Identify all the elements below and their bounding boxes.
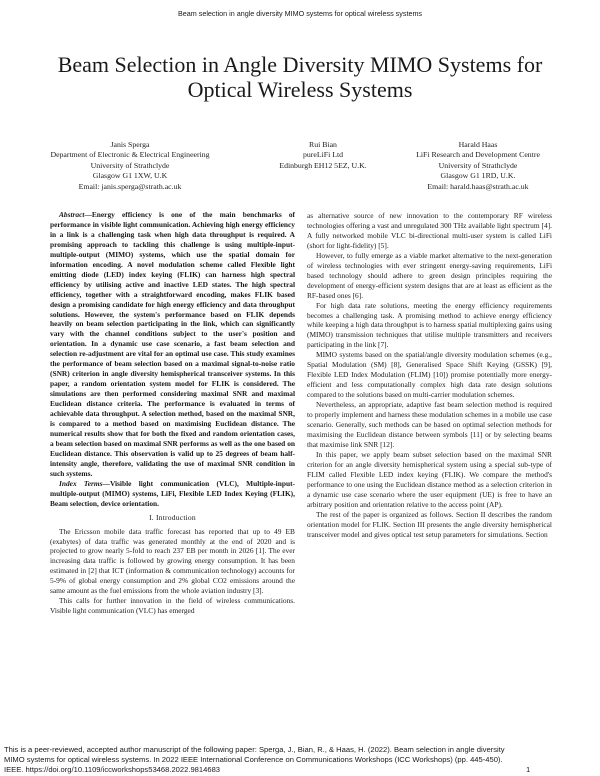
paragraph: This calls for further innovation in the field of wireless communications. Visible light communication (VLC) has emerged — [50, 596, 295, 616]
author-affiliation: LiFi Research and Development Centre — [416, 150, 540, 160]
section-heading-introduction: I. Introduction — [149, 512, 196, 522]
author-email: Email: janis.sperga@strath.ac.uk — [78, 181, 182, 191]
paragraph: as alternative source of new innovation to the contemporary RF wireless technologies offering a vast and unregulated 300 THz available light spectrum [4]. A fully networked mobile VLC bi-directional multi-user system is called LiFi (short for light-fidelity) [5]. — [307, 211, 552, 250]
author-affiliation: pureLiFi Ltd — [302, 150, 344, 160]
publication-notice: This is a peer-reviewed, accepted author manuscript of the following paper: Sperga, J., Bian, R., & Haas, H. (2022). Beam selection in angle diversity MIMO systems for optical wireless systems. In 2022 IEEE International Conference on Communications Workshops (ICC Workshops) (pp. 445-450). IEEE. https://doi.org/10.1109/iccworkshops53468.2022.9814683 — [4, 745, 505, 774]
author-name: Harald Haas — [458, 140, 498, 149]
author-address: Edinburgh EH12 5EZ, U.K. — [279, 160, 367, 170]
paragraph: However, to fully emerge as a viable market alternative to the next-generation of wireless technologies with ever stringent energy-saving requirements, LiFi based technology should adhere to green design principles requiring the development of energy-efficient system designs that are at least as efficient as the RF-based ones [6]. — [307, 250, 552, 300]
author-1 — [50, 140, 210, 192]
index-terms-label: Index Terms — [59, 478, 103, 488]
abstract-text: —Energy efficiency is one of the main benchmarks of performance in visible light communication. Achieving high energy efficiency in a link is a challenging task when high data throughput is required. A promising approach to tackling this challenge is using multiple-input-multiple-output (MIMO) systems, which use the spatial domain for information encoding. A novel modulation scheme called Flexible light emitting diode (LED) index keying (FLIK) can harness high spectral efficiency by utilising active and inactive LED states. The high spectral efficiency, together with a straightforward encoding, makes FLIK based design a promising candidate for high energy efficiency and data throughput solutions. However, the system's performance based on FLIK depends heavily on beam selection participating in the link, which can significantly vary with the channel conditions subject to the user's position and orientation. In a dynamic use case scenario, a fast beam selection and selection re-adjustment are vital for an optimal use case. This study examines the performance of beam selection based on a maximal signal-to-noise ratio (SNR) criterion in angle diversity hemispherical transceiver systems. In this paper, a random orientation system model for FLIK is considered. The simulations are then performed considering maximal SNR and maximal Euclidean distance criteria. The performance is evaluated in terms of achievable data throughput. A selection method, based on the maximal SNR, is compared to a method based on maximising Euclidean distance. The numerical results show that for both the fixed and random orientation cases, a beam selection based on maximal SNR performs as well as the one based on Euclidean distance. This observation is valid up to 25 degrees of beam half-intensity angle, therefore, validating the use of maximal SNR condition in such systems. — [50, 210, 295, 478]
abstract — [50, 210, 295, 479]
author-3 — [398, 140, 558, 192]
author-name: Rui Bian — [309, 140, 337, 149]
paper-title: Beam Selection in Angle Diversity MIMO Systems for Optical Wireless Systems — [57, 52, 543, 102]
index-terms — [50, 479, 295, 509]
author-affiliation: University of Strathclyde — [438, 160, 518, 170]
paragraph: For high data rate solutions, meeting the energy efficiency requirements becomes a challenging task. A promising method to achieve energy efficiency while keeping a high data throughput is to harness spatial multiplexing gains using (MIMO) transmission techniques that utilise multiple transmitters and receivers participating in the link [7]. — [307, 300, 552, 350]
paragraph: The rest of the paper is organized as follows. Section II describes the random orientation model for FLIK. Section III presents the angle diversity hemispherical transceiver model and gives optical test setup parameters for simulations. Section — [307, 509, 552, 539]
author-name: Janis Sperga — [110, 140, 150, 149]
paragraph: In this paper, we apply beam subset selection based on the maximal SNR criterion for an angle diversity hemispherical system using a special sub-type of FLIM called Flexible LED index keying (FLIK). We compare the method's performance to one using the Euclidean distance method as a selection criterion in a dynamic use case scenario where the user equipment (UE) is free to have an arbitrary position and orientation relative to the access point (AP). — [307, 449, 552, 509]
author-affiliation: University of Strathclyde — [90, 160, 170, 170]
author-email: Email: harald.haas@strath.ac.uk — [427, 181, 529, 191]
author-2 — [258, 140, 388, 171]
paragraph: Nevertheless, an appropriate, adaptive fast beam selection method is required to properly implement and harness these modulation schemes in a mobile use case scenario. Generally, such methods can be based on optimal selection methods for maximising the Euclidean distance between symbols [11] or by selecting beams that maximise link SNR [12]. — [307, 400, 552, 449]
abstract-label: Abstract — [59, 210, 85, 219]
right-column — [307, 211, 552, 539]
author-affiliation: Department of Electronic & Electrical Engineering — [50, 150, 210, 160]
paragraph: MIMO systems based on the spatial/angle diversity modulation schemes (e.g., Spatial Modulation (SM) [8], Generalised Space Shift Keying (GSSK) [9], Flexible LED Index Modulation (FLIM) [10]) promise potentially more energy-efficient and less computationally complex high data rate design solutions compared to the solutions based on multi-carrier modulation schemes. — [307, 350, 552, 400]
page-number: 1 — [526, 765, 531, 774]
index-terms-text: —Visible light communication (VLC), Multiple-input-multiple-output (MIMO) systems, LiFi, Flexible LED Index Keying (FLIK), Beam selection, device orientation. — [50, 478, 295, 508]
running-head: Beam selection in angle diversity MIMO systems for optical wireless systems — [177, 9, 423, 18]
author-block — [0, 140, 600, 190]
author-address: Glasgow G1 1XW, U.K — [92, 171, 168, 181]
paragraph: The Ericsson mobile data traffic forecast has reported that up to 49 EB (exabytes) of data traffic was generated monthly at the end of 2020 and is projected to grow nearly 5-fold to reach 237 EB per month in 2026 [1]. The ever increasing data traffic is followed by growing energy consumption. It has been estimated in [2] that ICT (information & communication technology) accounts for 5-9% of global energy consumption and 2% global CO2 emissions around the same amount as the fuel emissions from the whole aviation industry [3]. — [50, 526, 295, 596]
author-address: Glasgow G1 1RD, U.K. — [440, 171, 516, 181]
left-column — [50, 210, 295, 616]
